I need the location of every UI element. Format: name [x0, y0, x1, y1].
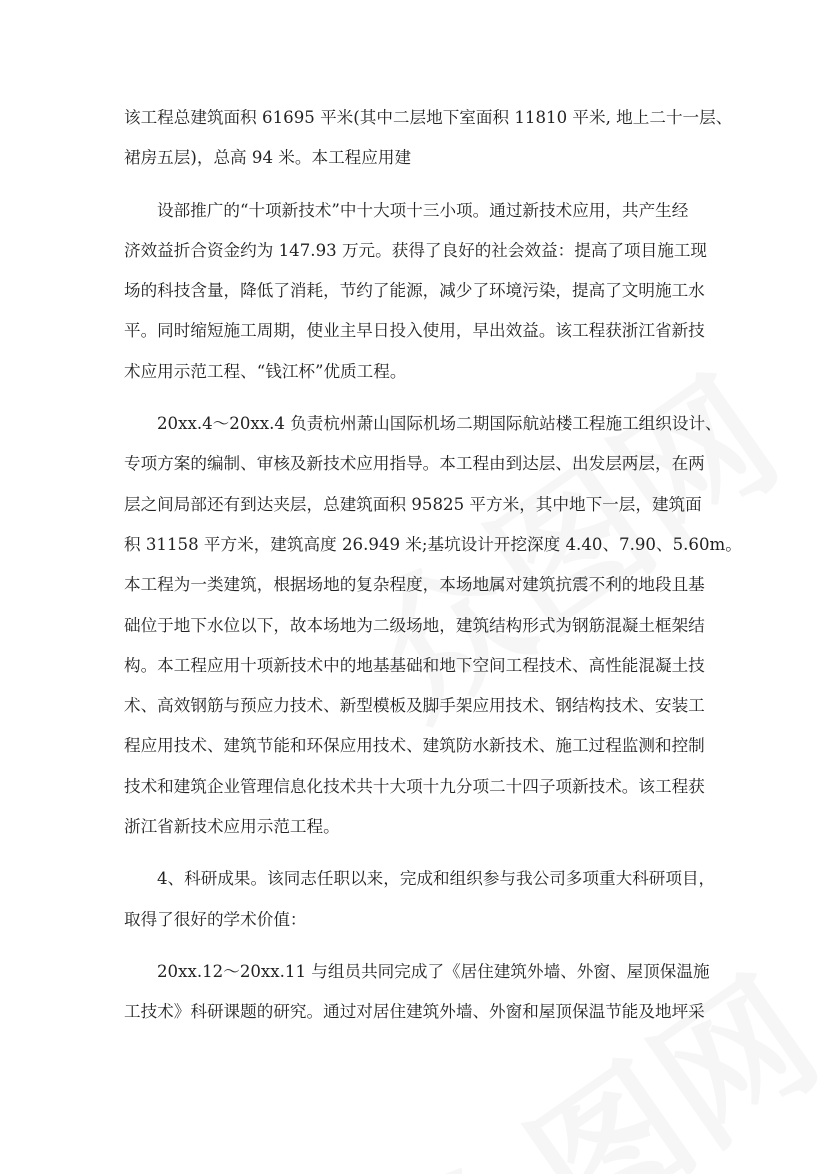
document-body [124, 98, 742, 1045]
text-line: 20xx.12～20xx.11 与组员共同完成了《居住建筑外墙、外窗、屋顶保温施 [157, 961, 710, 981]
text-line: 技术和建筑企业管理信息化技术共十大项十九分项二十四子项新技术。该工程获 [124, 776, 705, 796]
text-line: 术、高效钢筋与预应力技术、新型模板及脚手架应用技术、钢结构技术、安装工 [124, 696, 705, 716]
text-line: 础位于地下水位以下，故本场地为二级场地，建筑结构形式为钢筋混凝土框架结 [124, 615, 705, 635]
text-line: 平。同时缩短施工周期，使业主早日投入使用，早出效益。该工程获浙江省新技 [124, 321, 705, 341]
paragraph-building-area [124, 98, 733, 179]
text-line: 浙江省新技术应用示范工程。 [124, 817, 340, 837]
text-line: 本工程为一类建筑，根据场地的复杂程度，本场地属对建筑抗震不利的地段且基 [124, 575, 705, 595]
text-line: 程应用技术、建筑节能和环保应用技术、建筑防水新技术、施工过程监测和控制 [124, 736, 705, 756]
text-line: 工技术》科研课题的研究。通过对居住建筑外墙、外窗和屋顶保温节能及地坪采 [124, 1002, 705, 1022]
text-line: 该工程总建筑面积 61695 平米(其中二层地下室面积 11810 平米, 地上二十一层、 [124, 108, 733, 127]
paragraph-airport-project [124, 404, 742, 847]
paragraph-ten-technologies [124, 191, 714, 392]
text-line: 裙房五层)，总高 94 米。本工程应用建 [124, 148, 412, 168]
text-line: 构。本工程应用十项新技术中的地基基础和地下空间工程技术、高性能混凝土技 [124, 655, 705, 675]
text-line: 4、科研成果。该同志任职以来，完成和组织参与我公司多项重大科研项目， [157, 869, 716, 889]
text-line: 积 31158 平方米，建筑高度 26.949 米;基坑设计开挖深度 4.40、7.90、5.60m。 [124, 534, 742, 554]
paragraph-insulation-research [124, 952, 714, 1033]
paragraph-research-results [124, 859, 714, 940]
text-line: 取得了很好的学术价值： [124, 909, 307, 929]
text-line: 专项方案的编制、审核及新技术应用指导。本工程由到达层、出发层两层，在两 [124, 454, 705, 474]
text-line: 场的科技含量，降低了消耗，节约了能源，减少了环境污染，提高了文明施工水 [124, 281, 705, 301]
text-line: 设部推广的“十项新技术”中十大项十三小项。通过新技术应用，共产生经 [157, 200, 689, 220]
text-line: 20xx.4～20xx.4 负责杭州萧山国际机场二期国际航站楼工程施工组织设计、 [157, 414, 722, 434]
text-line: 层之间局部还有到达夹层，总建筑面积 95825 平方米，其中地下一层，建筑面 [124, 494, 702, 514]
text-line: 术应用示范工程、“钱江杯”优质工程。 [124, 361, 407, 381]
text-line: 济效益折合资金约为 147.93 万元。获得了良好的社会效益：提高了项目施工现 [124, 240, 708, 260]
